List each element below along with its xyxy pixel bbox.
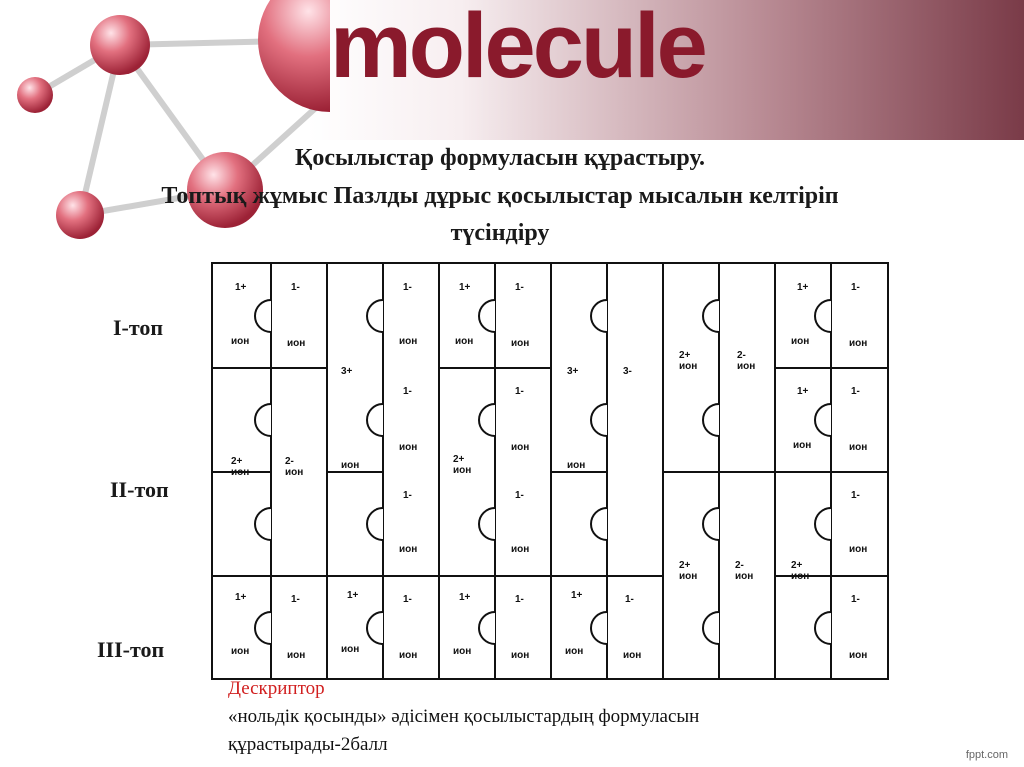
piece-label: 1- (291, 594, 300, 605)
puzzle-connector (255, 612, 271, 644)
piece-label: 2+ ион (453, 454, 472, 476)
piece-label: 1+ (459, 592, 471, 603)
puzzle-connector (591, 404, 607, 436)
piece-label: 3- (623, 366, 632, 377)
puzzle-connector (815, 404, 831, 436)
piece-label: 1- (851, 490, 860, 501)
piece-label: 1- (515, 386, 524, 397)
puzzle-connector (703, 612, 719, 644)
piece-label: 1- (851, 282, 860, 293)
piece-label: 1- (403, 282, 412, 293)
piece-label: ион (399, 544, 418, 555)
piece-label: 2- ион (735, 560, 754, 582)
piece-label: ион (287, 338, 306, 349)
piece-label: ион (231, 336, 250, 347)
puzzle-connector (479, 404, 495, 436)
piece-label: ион (399, 336, 418, 347)
puzzle-connector (591, 300, 607, 332)
piece-label: ион (399, 650, 418, 661)
fppt-watermark: fppt.com (965, 749, 1008, 761)
piece-label: ион (849, 338, 868, 349)
piece-label: ион (791, 336, 810, 347)
molecule-graphic-icon (0, 0, 330, 250)
piece-label: 2+ ион (791, 560, 810, 582)
puzzle-connector (255, 508, 271, 540)
piece-label: 1- (403, 386, 412, 397)
descriptor-line-2: құрастырады-2балл (228, 734, 388, 755)
piece-label: 1- (403, 594, 412, 605)
group-label-1: I-топ (113, 315, 164, 340)
piece-label: 1- (851, 386, 860, 397)
piece-label: 1- (403, 490, 412, 501)
piece-label: 2- ион (737, 350, 756, 372)
piece-label: ион (455, 336, 474, 347)
piece-label: 1+ (797, 282, 809, 293)
puzzle-connector (591, 612, 607, 644)
piece-label: 2+ ион (231, 456, 250, 478)
piece-label: ион (511, 650, 530, 661)
piece-label: 1- (515, 594, 524, 605)
puzzle-connector (703, 404, 719, 436)
piece-label: ион (511, 338, 530, 349)
descriptor-title: Дескриптор (228, 678, 325, 699)
puzzle-connector (479, 300, 495, 332)
puzzle-connector (591, 508, 607, 540)
piece-label: ион (287, 650, 306, 661)
piece-label: ион (511, 544, 530, 555)
piece-label: 2+ ион (679, 350, 698, 372)
piece-label: 1+ (347, 590, 359, 601)
puzzle-connector (255, 300, 271, 332)
group-label-2: II-топ (110, 477, 169, 502)
puzzle-connector (367, 404, 383, 436)
piece-label: ион (849, 650, 868, 661)
piece-label: 3+ (567, 366, 579, 377)
group-label-3: III-топ (97, 637, 165, 662)
descriptor-line-1: «нольдік қосынды» әдісімен қосылыстардың формуласын (228, 706, 700, 727)
piece-label: 2+ ион (679, 560, 698, 582)
puzzle-connector (367, 300, 383, 332)
piece-label: 1+ (459, 282, 471, 293)
puzzle-connector (479, 508, 495, 540)
piece-label: 1- (515, 282, 524, 293)
title-line-3: түсіндіру (450, 220, 550, 246)
piece-label: 1- (625, 594, 634, 605)
piece-label: 2- ион (285, 456, 304, 478)
piece-label: ион (453, 646, 472, 657)
piece-label: 1+ (571, 590, 583, 601)
molecule-logo: molecule (330, 0, 705, 97)
piece-label: 1- (851, 594, 860, 605)
puzzle-connector (479, 612, 495, 644)
piece-label: 3+ (341, 366, 353, 377)
piece-label: 1+ (235, 282, 247, 293)
puzzle-connector (367, 612, 383, 644)
puzzle-connector (815, 508, 831, 540)
piece-label: ион (623, 650, 642, 661)
puzzle-grid (211, 262, 889, 680)
piece-label: ион (341, 460, 360, 471)
piece-label: ион (849, 442, 868, 453)
piece-label: ион (511, 442, 530, 453)
piece-label: ион (793, 440, 812, 451)
puzzle-connector (815, 300, 831, 332)
puzzle-connector (255, 404, 271, 436)
puzzle-connector (703, 508, 719, 540)
puzzle-connector (815, 612, 831, 644)
title-line-2: Топтық жұмыс Пазлды дұрыс қосылыстар мысалын келтіріп (161, 183, 839, 209)
piece-label: ион (567, 460, 586, 471)
piece-label: ион (399, 442, 418, 453)
piece-label: ион (341, 644, 360, 655)
piece-label: 1- (515, 490, 524, 501)
puzzle-connector (367, 508, 383, 540)
piece-label: ион (849, 544, 868, 555)
puzzle-connector (703, 300, 719, 332)
piece-label: ион (231, 646, 250, 657)
piece-label: 1+ (235, 592, 247, 603)
puzzle-lines (213, 264, 889, 680)
title-line-1: Қосылыстар формуласын құрастыру. (294, 145, 706, 171)
piece-label: ион (565, 646, 584, 657)
piece-label: 1- (291, 282, 300, 293)
piece-label: 1+ (797, 386, 809, 397)
